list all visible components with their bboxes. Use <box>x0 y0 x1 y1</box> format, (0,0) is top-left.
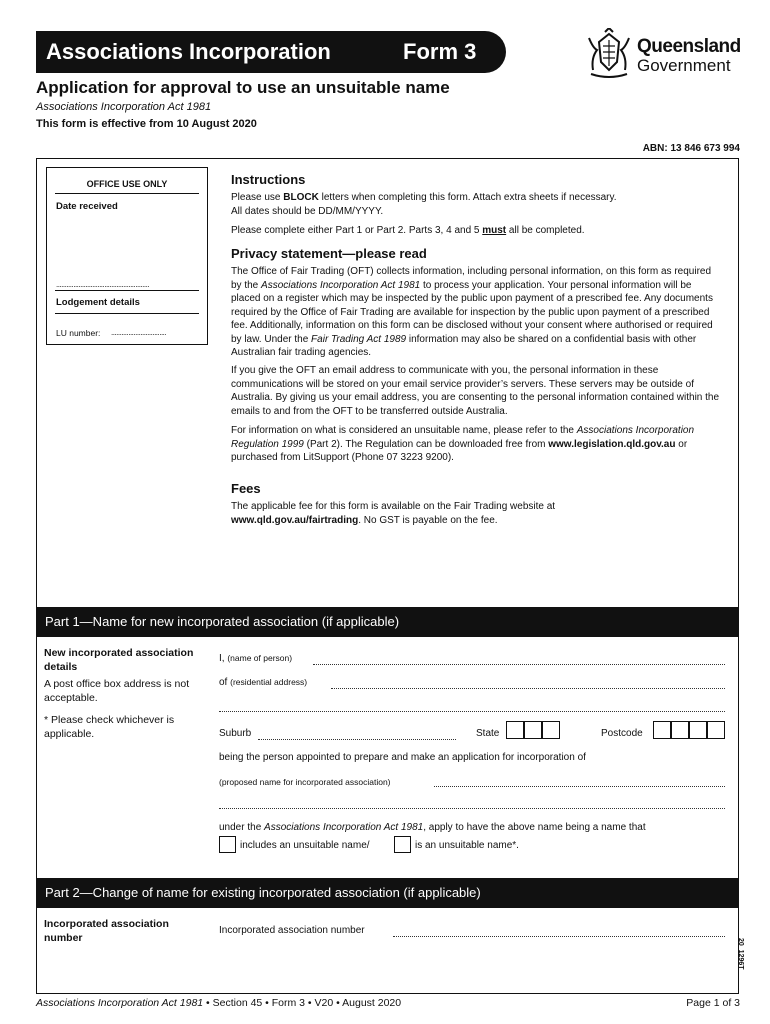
proposed-name-label: (proposed name for incorporated association) <box>219 777 391 787</box>
name-of-person-label: I, (name of person) <box>219 653 293 664</box>
being-text: being the person appointed to prepare and make an application for incorporation of <box>219 752 586 763</box>
suburb-label: Suburb <box>219 728 252 739</box>
date-received-field[interactable]: ...................................................... <box>56 280 150 289</box>
postcode-box-3[interactable] <box>689 721 707 739</box>
form-number: Form 3 <box>403 39 477 64</box>
instructions-text: Please use BLOCK letters when completing this form. Attach extra sheets if necessary. All dates should be DD/MM/YYYY. <box>231 192 617 217</box>
postcode-box-1[interactable] <box>653 721 671 739</box>
queensland-government-logo <box>585 28 745 84</box>
residential-address-field-2[interactable] <box>219 711 725 712</box>
part2-left-heading: Incorporated association number <box>44 918 169 944</box>
part1-left-heading: New incorporated association details <box>44 647 194 673</box>
state-box-1[interactable] <box>506 721 524 739</box>
logo-queensland: Queensland <box>637 36 741 57</box>
includes-unsuitable-label: includes an unsuitable name/ <box>240 840 370 851</box>
office-use-box <box>46 167 208 345</box>
divider <box>55 290 199 291</box>
residential-address-field[interactable] <box>331 688 725 689</box>
state-label: State <box>476 728 500 739</box>
effective-date: This form is effective from 10 August 2020 <box>36 118 257 130</box>
includes-unsuitable-checkbox[interactable] <box>219 836 236 853</box>
office-use-title: OFFICE USE ONLY <box>86 179 168 189</box>
divider <box>55 313 199 314</box>
form-code: 20_1296T <box>737 938 744 970</box>
proposed-name-field[interactable] <box>434 786 725 787</box>
residential-address-label: of (residential address) <box>219 677 308 688</box>
proposed-name-field-2[interactable] <box>219 808 725 809</box>
under-act-text: under the Associations Incorporation Act 1981, apply to have the above name being a name that <box>219 822 646 833</box>
divider <box>55 193 199 194</box>
is-unsuitable-label: is an unsuitable name*. <box>415 840 519 851</box>
parts-instruction: Please complete either Part 1 or Part 2. Parts 3, 4 and 5 must all be completed. <box>231 225 585 236</box>
act-name: Associations Incorporation Act 1981 <box>36 101 212 113</box>
form-title-banner <box>36 31 506 73</box>
lodgement-details-label: Lodgement details <box>56 297 140 308</box>
postcode-label: Postcode <box>601 728 643 739</box>
form-subtitle: Application for approval to use an unsuitable name <box>36 78 450 97</box>
part1-po-box-note: A post office box address is not acceptable. <box>44 678 190 704</box>
privacy-heading: Privacy statement—please read <box>231 246 427 261</box>
part2-header: Part 2—Change of name for existing incorporated association (if applicable) <box>36 878 739 908</box>
state-box-2[interactable] <box>524 721 542 739</box>
is-unsuitable-checkbox[interactable] <box>394 836 411 853</box>
coat-of-arms-icon <box>585 28 633 80</box>
state-box-3[interactable] <box>542 721 560 739</box>
postcode-box-2[interactable] <box>671 721 689 739</box>
date-received-label: Date received <box>56 201 118 212</box>
association-number-field[interactable] <box>393 936 725 937</box>
instructions-heading: Instructions <box>231 172 306 187</box>
abn: ABN: 13 846 673 994 <box>642 143 740 154</box>
legislation-link[interactable]: www.legislation.qld.gov.au <box>548 438 676 450</box>
privacy-paragraph-3: For information on what is considered an unsuitable name, please refer to the Associations Incorporation Regulation 1999 (Part 2). The Regulation can be downloaded free from www.legislation.qld.gov.au or purchased from LitSupport (Phone 07 3223 9200). <box>231 425 695 463</box>
fair-trading-link[interactable]: www.qld.gov.au/fairtrading <box>231 514 359 526</box>
lu-number-label: LU number: <box>56 328 101 338</box>
association-number-label: Incorporated association number <box>219 925 365 936</box>
suburb-field[interactable] <box>258 739 456 740</box>
name-of-person-field[interactable] <box>313 664 725 665</box>
footer-text: Associations Incorporation Act 1981 • Section 45 • Form 3 • V20 • August 2020 <box>36 997 402 1009</box>
privacy-paragraph-2: If you give the OFT an email address to communicate with you, the personal information in these communications will be stored on your email service provider’s servers. These servers may be outside of Australia. By giving us your email address, you are consenting to the personal information contained within the emails to and from the OFT to be transferred outside Australia. <box>231 365 720 417</box>
postcode-box-4[interactable] <box>707 721 725 739</box>
part1-check-note: * Please check whichever is applicable. <box>44 714 175 740</box>
form-title: Associations Incorporation <box>46 39 331 64</box>
logo-government: Government <box>637 56 731 75</box>
part1-header: Part 1—Name for new incorporated association (if applicable) <box>36 607 739 637</box>
privacy-paragraph-1: The Office of Fair Trading (OFT) collects information, including personal information, on this form as required by the Associations Incorporation Act 1981 to process your application. Your personal information will be placed on a register which may be inspected by the public upon payment of a prescribed fee. Any documents required by the Office of Fair Trading are available for inspection by the public upon payment of a prescribed fee. Additionally, information on this form can be disclosed without your consent where authorised or required by law. Under the Fair Trading Act 1989 information may also be shared on a confidential basis with other Australian fair trading agencies. <box>231 266 713 358</box>
fees-heading: Fees <box>231 481 261 496</box>
page-number: Page 1 of 3 <box>686 997 740 1009</box>
fees-text: The applicable fee for this form is available on the Fair Trading website at www.qld.gov.au/fairtrading. No GST is payable on the fee. <box>231 501 556 526</box>
lu-number-field[interactable]: ................................ <box>111 328 167 337</box>
